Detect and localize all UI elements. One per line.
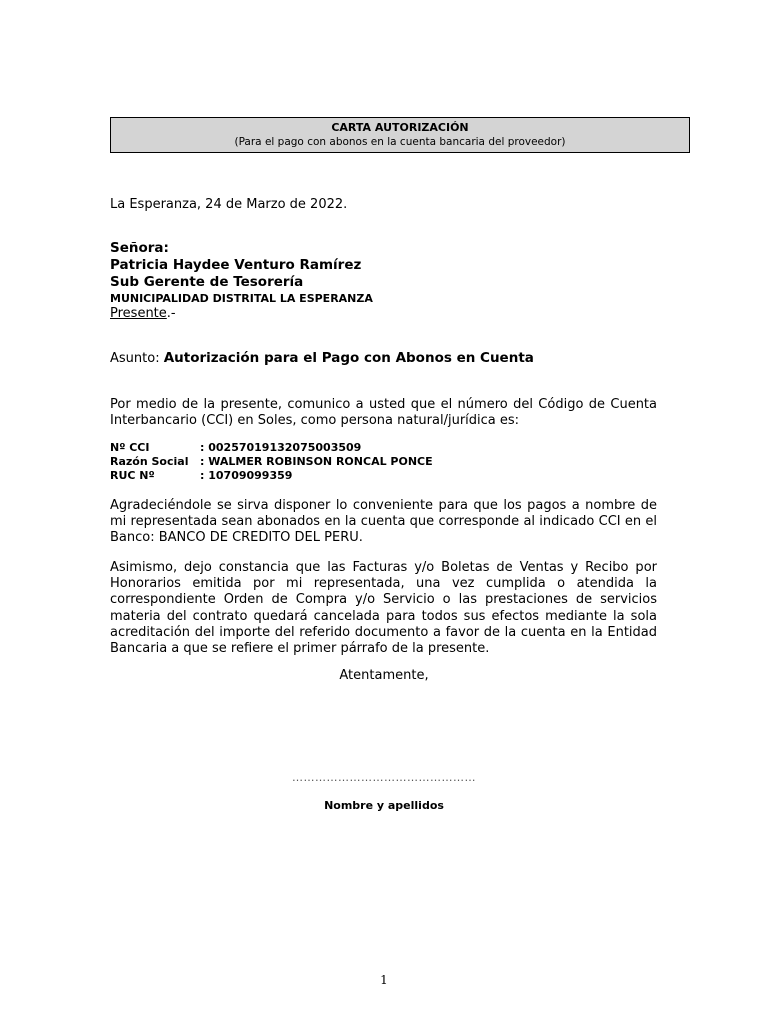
title-box [110,117,690,153]
detail-value: : 10709099359 [200,469,293,482]
recipient-block [110,240,373,322]
closing: Atentamente, [339,668,429,683]
detail-value: : WALMER ROBINSON RONCAL PONCE [200,455,433,468]
detail-row-razon-social [110,455,433,469]
subject-text: Autorización para el Pago con Abonos en Cuenta [163,350,534,366]
date-line: La Esperanza, 24 de Marzo de 2022. [110,197,348,212]
recipient-position: Sub Gerente de Tesorería [110,274,304,290]
paragraph-bank: Agradeciéndole se sirva disponer lo conveniente para que los pagos a nombre de mi representada sean abonados en la cuenta que corresponde al indicado CCI en el Banco: BANCO DE CREDITO DEL PERU. [110,498,657,546]
presente-word: Presente [110,306,167,321]
account-details [110,441,433,483]
signature-line: ………………………………………… [292,771,476,784]
detail-label: Razón Social [110,455,189,468]
presente-line [110,306,373,322]
detail-row-cci [110,441,433,455]
detail-label: Nº CCI [110,441,150,454]
detail-label: RUC Nº [110,469,155,482]
recipient-organization: MUNICIPALIDAD DISTRITAL LA ESPERANZA [110,292,373,305]
page-number: 1 [380,973,388,987]
paragraph-invoices: Asimismo, dejo constancia que las Facturas y/o Boletas de Ventas y Recibo por Honorarios emitida por mi representada, una vez cumplida o atendida la correspondiente Orden de Compra y/o Servicio o las prestaciones de servicios materia del contrato quedará cancelada para todos sus efectos mediante la sola acreditación del importe del referido documento a favor de la cuenta en la Entidad Bancaria a que se refiere el primer párrafo de la presente. [110,560,657,657]
recipient-name: Patricia Haydee Venturo Ramírez [110,257,362,273]
document-subtitle: (Para el pago con abonos en la cuenta bancaria del proveedor) [234,136,566,148]
signature-name-label: Nombre y apellidos [324,799,444,812]
subject-label: Asunto: [110,351,160,366]
presente-suffix: .- [166,306,176,321]
salutation: Señora: [110,240,169,256]
detail-row-ruc [110,469,433,483]
detail-value: : 00257019132075003509 [200,441,362,454]
document-title: CARTA AUTORIZACIÓN [331,121,469,134]
subject-line [110,350,534,367]
paragraph-intro: Por medio de la presente, comunico a usted que el número del Código de Cuenta Interbancario (CCI) en Soles, como persona natural/jurídica es: [110,397,657,429]
